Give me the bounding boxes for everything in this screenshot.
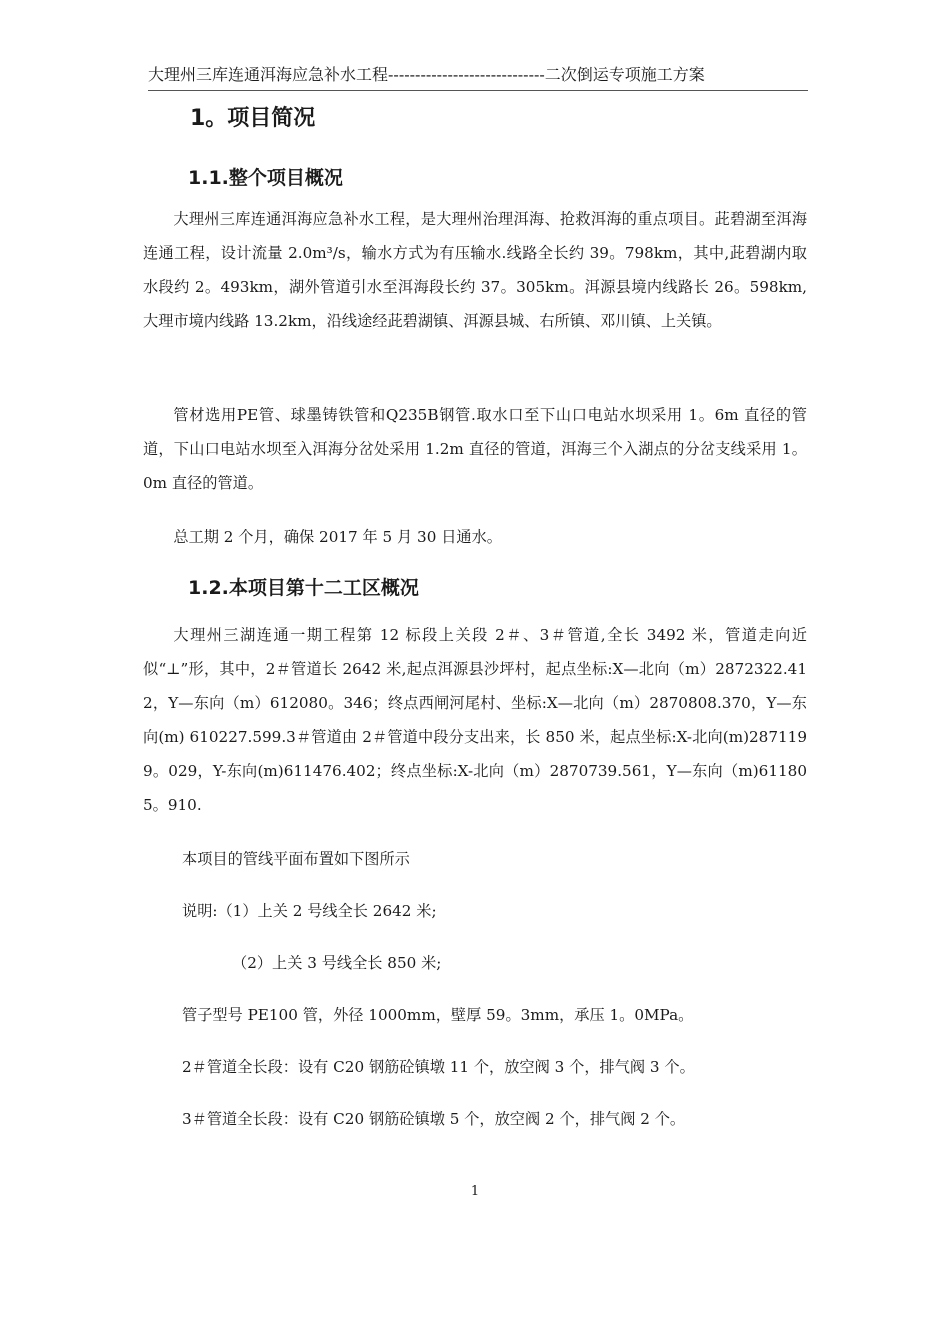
section-1-heading: 1。项目简况 <box>190 106 316 131</box>
page-header <box>148 64 808 91</box>
schedule-paragraph: 总工期 2 个月，确保 2017 年 5 月 30 日通水。 <box>173 528 502 546</box>
header-dash-leader: ----------------------------- <box>388 65 545 84</box>
page-number: 1 <box>470 1184 480 1199</box>
pipe-2-summary-line: 2＃管道全长段：设有 C20 钢筋砼镇墩 11 个，放空阀 3 个，排气阀 3 个。 <box>182 1058 695 1076</box>
header-document-title: 二次倒运专项施工方案 <box>544 65 705 84</box>
pipe-spec-line: 管子型号 PE100 管，外径 1000mm，壁厚 59。3mm，承压 1。0MPa。 <box>182 1006 694 1024</box>
note-line-1: 说明:（1）上关 2 号线全长 2642 米; <box>182 902 437 920</box>
layout-intro-line: 本项目的管线平面布置如下图所示 <box>182 850 410 868</box>
section-1-1-heading: 1.1.整个项目概况 <box>188 167 343 189</box>
pipe-materials-paragraph: 管材选用PE管、球墨铸铁管和Q235B钢管.取水口至下山口电站水坝采用 1。6m 直径的管道，下山口电站水坝至入洱海分岔处采用 1.2m 直径的管道，洱海三个入湖点的分岔支线采用 1。0m 直径的管道。 <box>143 406 807 492</box>
overview-paragraph: 大理州三库连通洱海应急补水工程，是大理州治理洱海、抢救洱海的重点项目。茈碧湖至洱海连通工程，设计流量 2.0m³/s，输水方式为有压输水.线路全长约 39。798km，其中,茈碧湖内取水段约 2。493km，湖外管道引水至洱海段长约 37。305km。洱源县境内线路长 26。598km,大理市境内线路 13.2km，沿线途经茈碧湖镇、洱源县城、右所镇、邓川镇、上关镇。 <box>143 210 807 330</box>
header-project-title: 大理州三库连通洱海应急补水工程 <box>148 65 389 84</box>
note-line-2: （2）上关 3 号线全长 850 米; <box>232 954 442 972</box>
pipe-3-summary-line: 3＃管道全长段：设有 C20 钢筋砼镇墩 5 个，放空阀 2 个，排气阀 2 个。 <box>182 1110 686 1128</box>
work-zone-paragraph: 大理州三湖连通一期工程第 12 标段上关段 2＃、3＃管道,全长 3492 米，管道走向近似“⊥”形，其中，2＃管道长 2642 米,起点洱源县沙坪村，起点坐标:X—北向（m）2872322.412，Y—东向（m）612080。346；终点西闸河尾村、坐标:X—北向（m）2870808.370，Y—东向(m) 610227.599.3＃管道由 2＃管道中段分支出来，长 850 米，起点坐标:X-北向(m)2871199。029，Y-东向(m)611476.402；终点坐标:X-北向（m）2870739.561，Y—东向（m)611805。910. <box>143 626 807 814</box>
section-1-2-heading: 1.2.本项目第十二工区概况 <box>188 577 419 599</box>
